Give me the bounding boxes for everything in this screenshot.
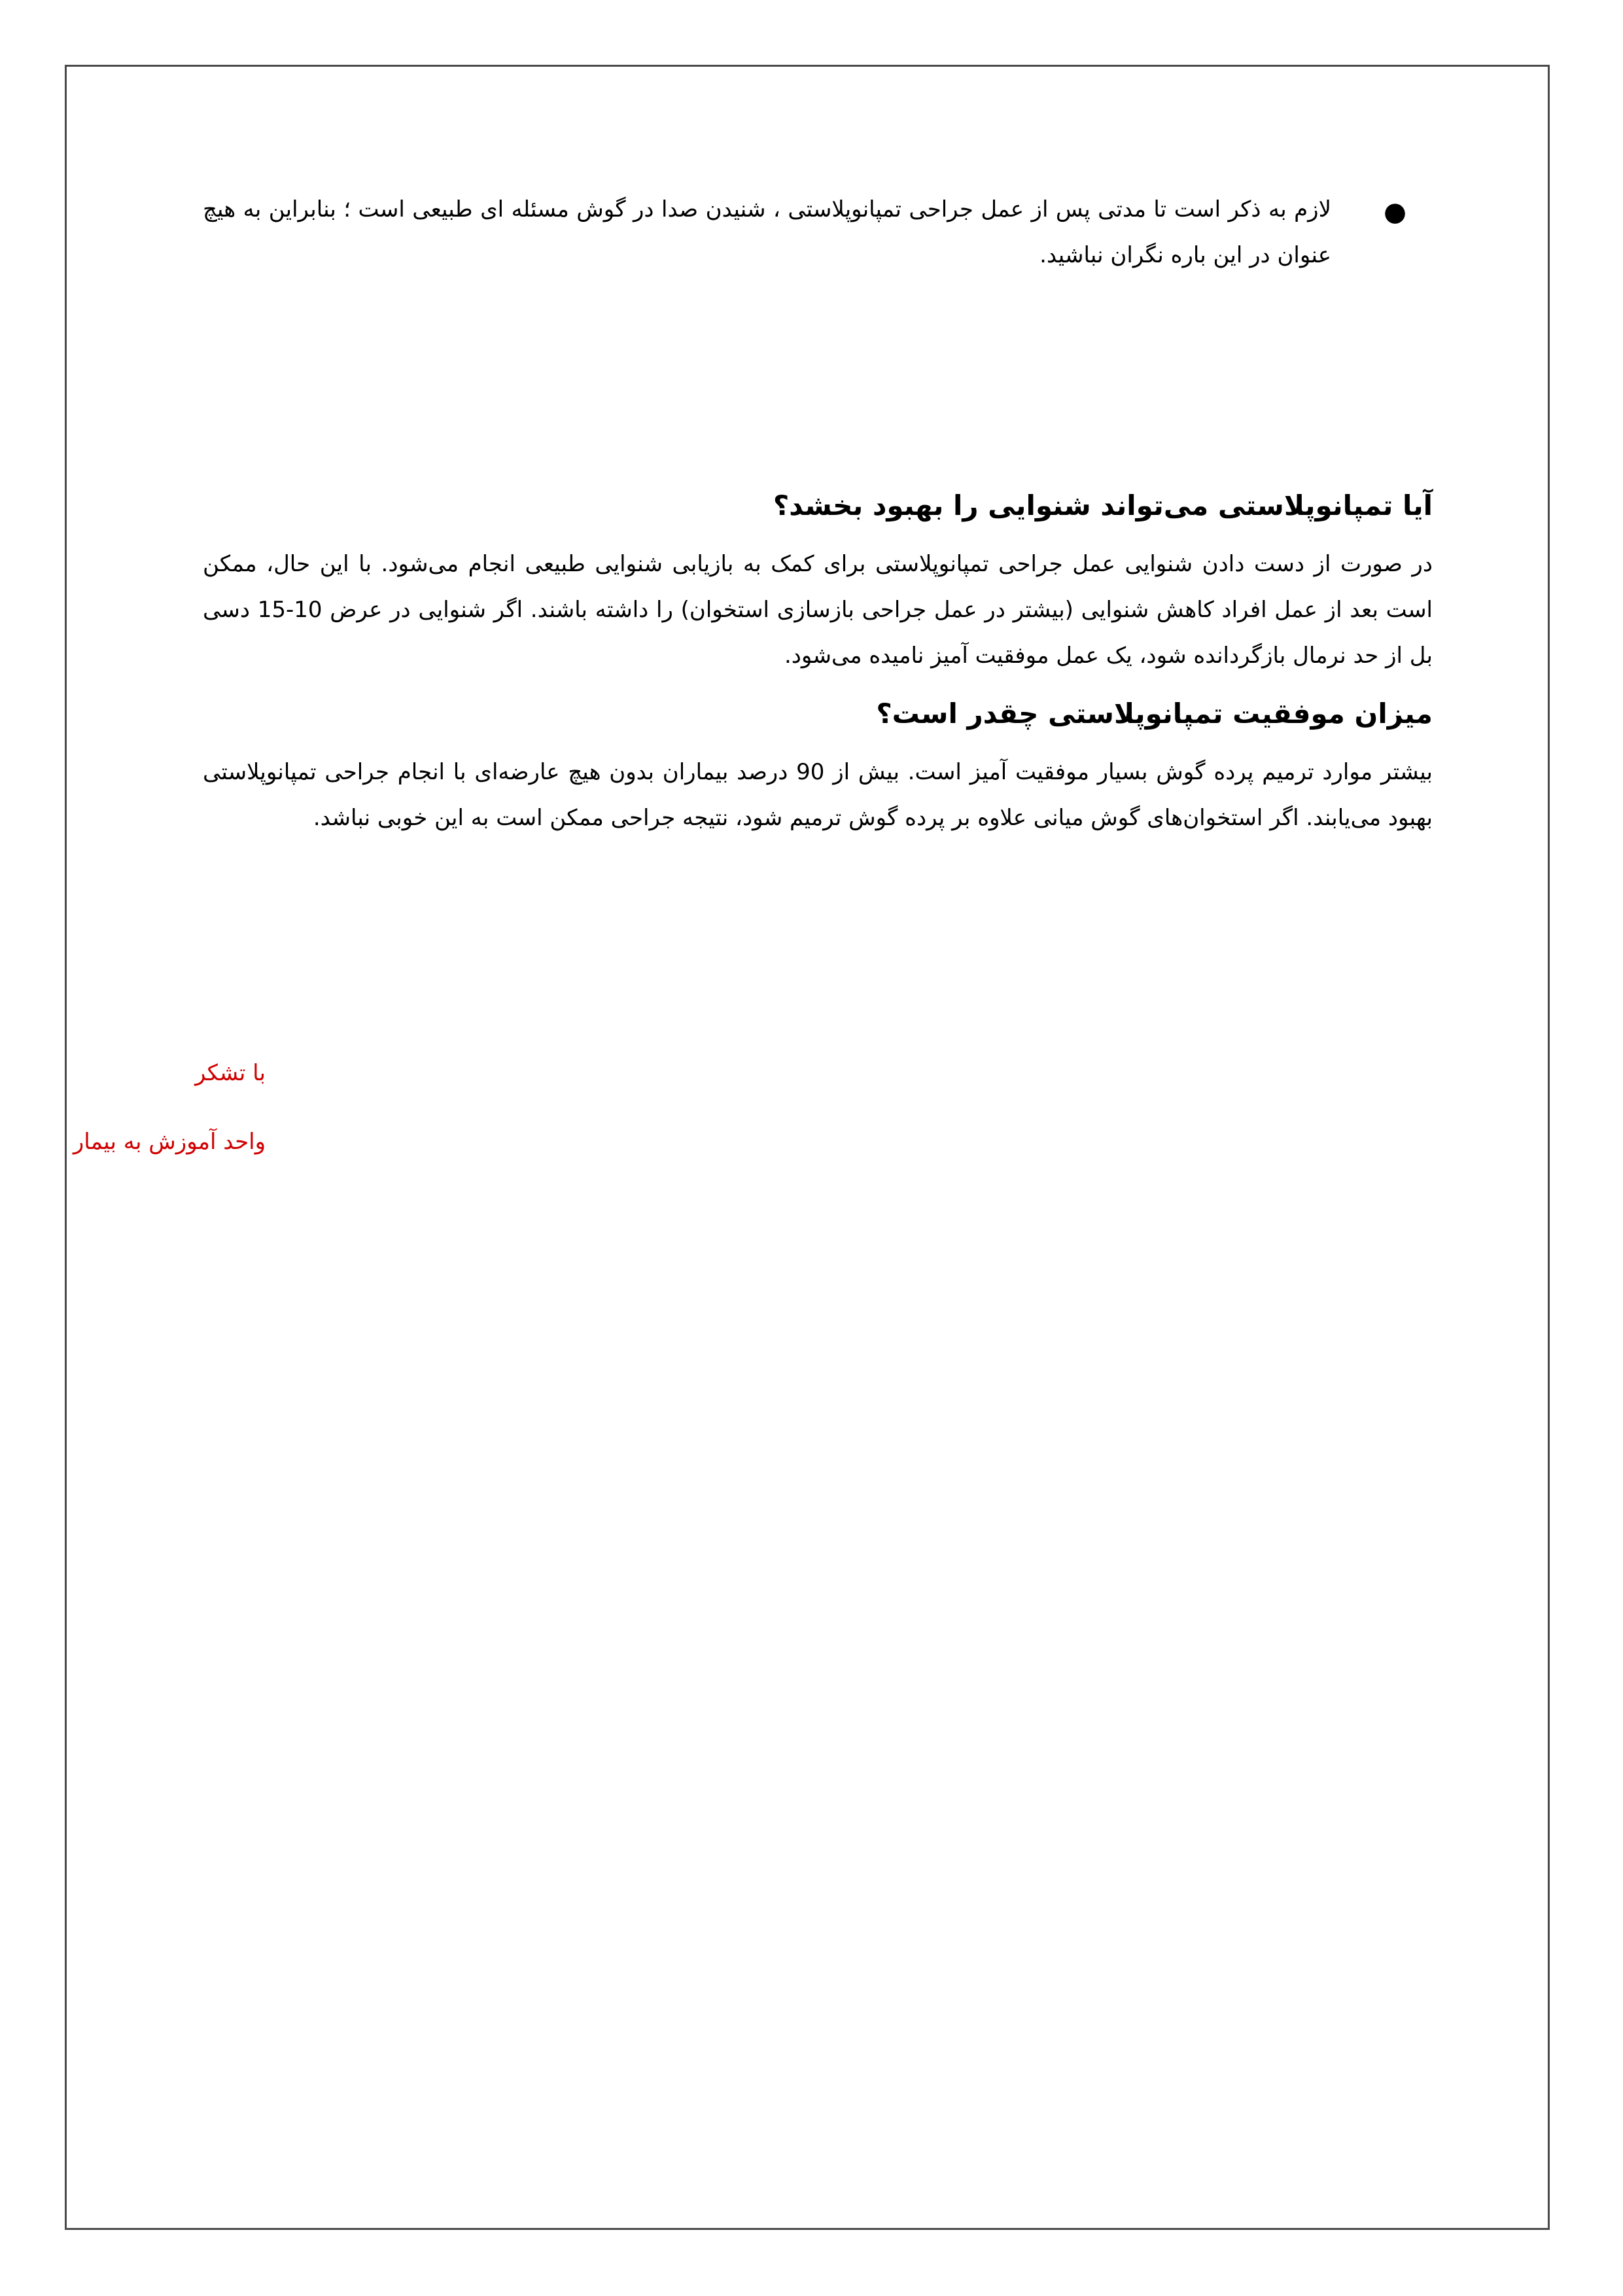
bullet-icon: ● xyxy=(1384,197,1406,227)
section-paragraph-hearing-improvement: در صورت از دست دادن شنوایی عمل جراحی تمپانوپلاستی برای کمک به بازیابی شنوایی طبیعی انجام می‌شود. با این حال، ممکن است بعد از عمل افراد کاهش شنوایی (بیشتر در عمل جراحی بازسازی استخوان) را داشته باشند. اگر شنوایی در عرض 10-15 دسی بل از حد نرمال بازگردانده شود، یک عمل موفقیت آمیز نامیده می‌شود. xyxy=(203,551,1433,669)
signoff-thanks: با تشکر xyxy=(195,1060,266,1086)
bullet-text: لازم به ذکر است تا مدتی پس از عمل جراحی تمپانوپلاستی ، شنیدن صدا در گوش مسئله ای طبیعی است ؛ بنابراین به هیچ عنوان در این باره نگران نباشید. xyxy=(203,196,1331,268)
section-heading-success-rate: میزان موفقیت تمپانوپلاستی چقدر است؟ xyxy=(876,698,1433,730)
signoff-unit: واحد آموزش به بیمار xyxy=(73,1129,266,1155)
list-item xyxy=(203,186,1406,278)
document-body xyxy=(203,186,1433,841)
section-heading-hearing-improvement: آیا تمپانوپلاستی می‌تواند شنوایی را بهبود بخشد؟ xyxy=(773,489,1433,521)
section-paragraph-success-rate: بیشتر موارد ترمیم پرده گوش بسیار موفقیت آمیز است. بیش از 90 درصد بیماران بدون هیچ عارضه‌ای با انجام جراحی تمپانوپلاستی بهبود می‌یابند. اگر استخوان‌های گوش میانی علاوه بر پرده گوش ترمیم شود، نتیجه جراحی ممکن است به این خوبی نباشد. xyxy=(203,759,1433,831)
